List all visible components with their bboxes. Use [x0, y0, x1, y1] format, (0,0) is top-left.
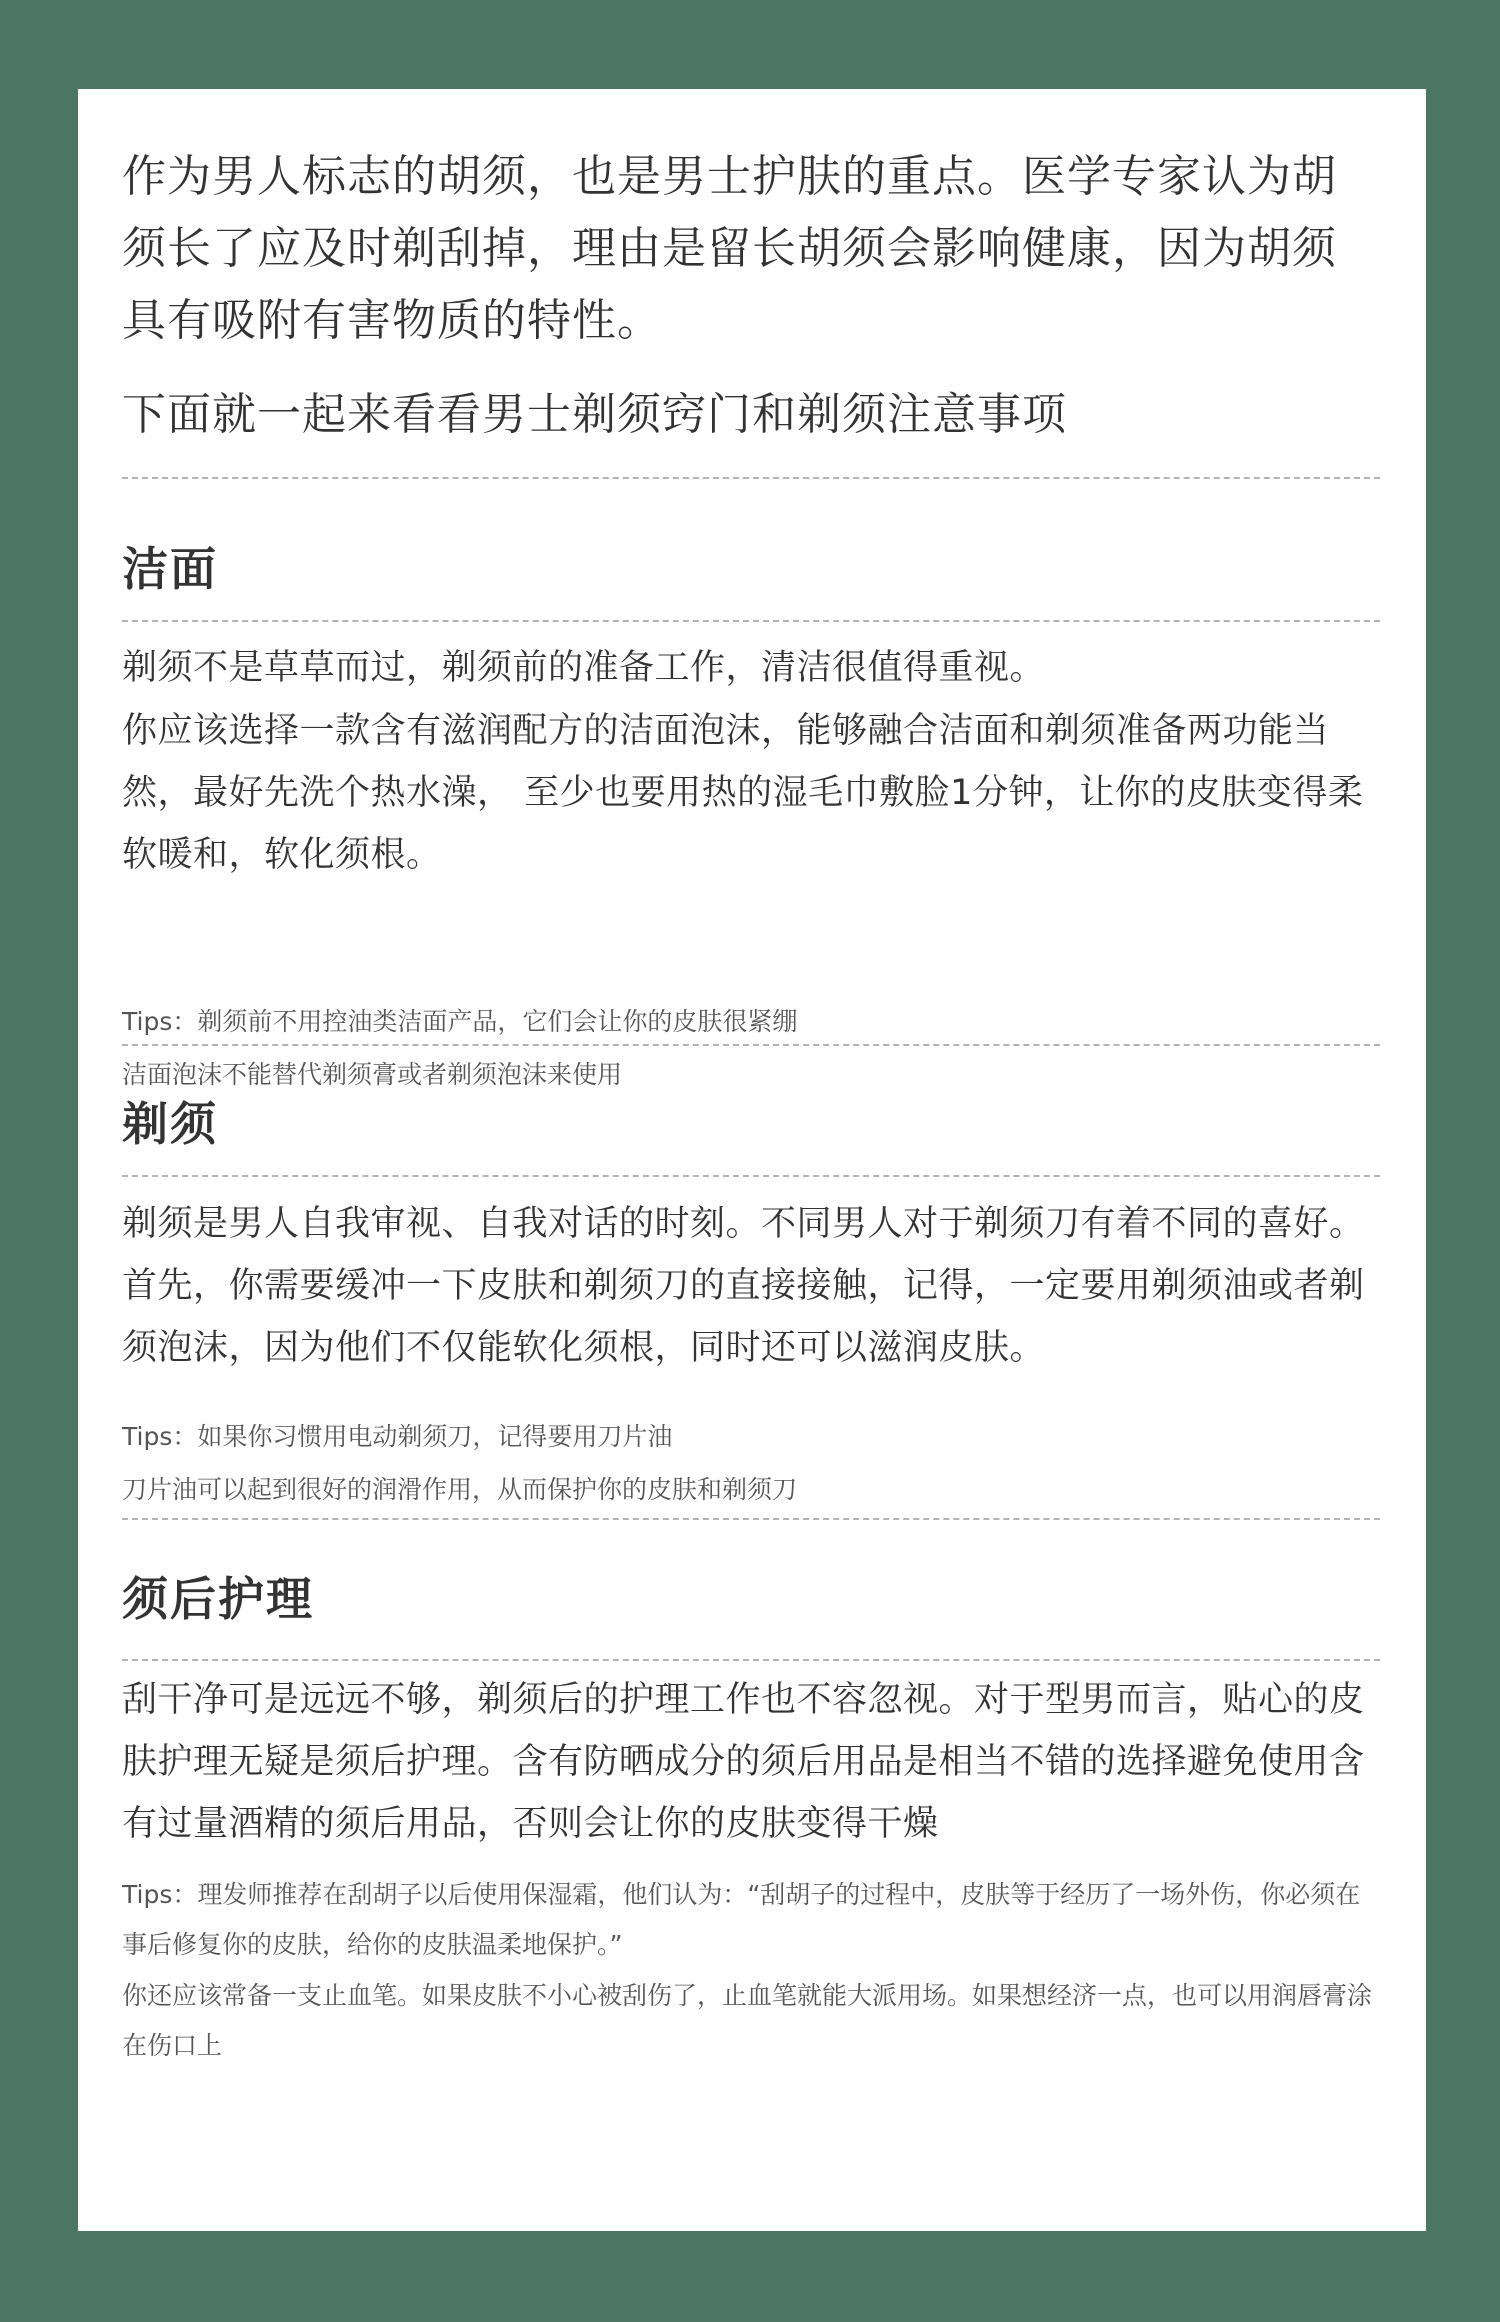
- section-tip: 刀片油可以起到很好的润滑作用，从而保护你的皮肤和剃须刀: [122, 1475, 798, 1504]
- section-body: 剃须不是草草而过，剃须前的准备工作，清洁很值得重视。: [122, 648, 1046, 688]
- section-tip: Tips：理发师推荐在刮胡子以后使用保湿霜，他们认为：“刮胡子的过程中，皮肤等于经历了一场外伤，你必须在事后修复你的皮肤，给你的皮肤温柔地保护。”: [122, 1880, 1361, 1959]
- section-tip: Tips：剃须前不用控油类洁面产品，它们会让你的皮肤很紧绷: [122, 1007, 798, 1036]
- intro-subtitle: 下面就一起来看看男士剃须窍门和剃须注意事项: [122, 389, 1067, 440]
- section-body: 你应该选择一款含有滋润配方的洁面泡沫，能够融合洁面和剃须准备两功能当然，最好先洗个热水澡， 至少也要用热的湿毛巾敷脸1分钟，让你的皮肤变得柔软暖和，软化须根。: [122, 711, 1364, 875]
- divider: [122, 1044, 1380, 1046]
- section-title: 剃须: [122, 1097, 218, 1151]
- section-title: 须后护理: [122, 1572, 314, 1626]
- intro-paragraph: 作为男人标志的胡须，也是男士护肤的重点。医学专家认为胡须长了应及时剃刮掉，理由是留长胡须会影响健康，因为胡须具有吸附有害物质的特性。: [122, 151, 1337, 346]
- section-body: 剃须是男人自我审视、自我对话的时刻。不同男人对于剃须刀有着不同的喜好。首先，你需要缓冲一下皮肤和剃须刀的直接接触，记得，一定要用剃须油或者剃须泡沫，因为他们不仅能软化须根，同时还可以滋润皮肤。: [122, 1204, 1365, 1368]
- divider: [122, 1175, 1380, 1177]
- section-body: 刮干净可是远远不够，剃须后的护理工作也不容忽视。对于型男而言，贴心的皮肤护理无疑是须后护理。含有防晒成分的须后用品是相当不错的选择避免使用含有过量酒精的须后用品，否则会让你的皮肤变得干燥: [122, 1680, 1365, 1844]
- section-tip: Tips：如果你习惯用电动剃须刀，记得要用刀片油: [122, 1422, 673, 1451]
- section-tip: 洁面泡沫不能替代剃须膏或者剃须泡沫来使用: [122, 1060, 623, 1089]
- section-title: 洁面: [122, 542, 218, 596]
- divider: [122, 477, 1380, 479]
- article-card: [78, 89, 1426, 2231]
- divider: [122, 1659, 1380, 1661]
- divider: [122, 620, 1380, 622]
- divider: [122, 1518, 1380, 1520]
- section-tip: 你还应该常备一支止血笔。如果皮肤不小心被刮伤了，止血笔就能大派用场。如果想经济一点，也可以用润唇膏涂在伤口上: [122, 1981, 1373, 2060]
